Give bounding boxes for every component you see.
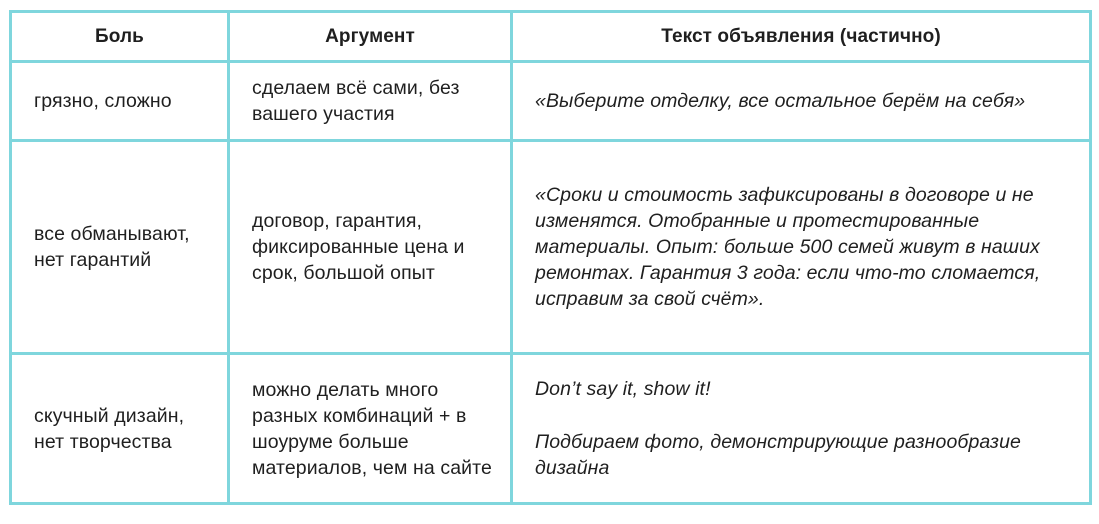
ad-text-paragraph: «Выберите отделку, все остальное берём на себя» (535, 90, 1026, 112)
table-row (11, 141, 1091, 354)
ad-text-cell (512, 141, 1091, 354)
ad-text-paragraph: Подбираем фото, демонстрирующие разнообразие дизайна (535, 431, 1021, 479)
pain-cell: скучный дизайн, нет творчества (11, 354, 229, 504)
pain-cell: грязно, сложно (11, 62, 229, 141)
ad-text-cell (512, 354, 1091, 504)
header-row (11, 12, 1091, 62)
header-pain: Боль (11, 12, 229, 62)
header-argument: Аргумент (229, 12, 512, 62)
comparison-table (9, 10, 1092, 505)
argument-cell: договор, гарантия, фиксированные цена и срок, большой опыт (229, 141, 512, 354)
argument-cell: можно делать много разных комбинаций + в шоуруме больше материалов, чем на сайте (229, 354, 512, 504)
paragraph-spacer (535, 402, 1075, 429)
ad-text-paragraph: Don’t say it, show it! (535, 378, 711, 400)
argument-cell: сделаем всё сами, без вашего участия (229, 62, 512, 141)
header-ad-text: Текст объявления (частично) (512, 12, 1091, 62)
table-row (11, 354, 1091, 504)
pain-cell: все обманывают, нет гарантий (11, 141, 229, 354)
ad-text-paragraph: «Сроки и стоимость зафиксированы в договоре и не изменятся. Отобранные и протестированные материалы. Опыт: больше 500 семей живут в наших ремонтах. Гарантия 3 года: если что-то сломается, исправим за свой счёт». (535, 184, 1041, 310)
table-row (11, 62, 1091, 141)
ad-text-cell (512, 62, 1091, 141)
